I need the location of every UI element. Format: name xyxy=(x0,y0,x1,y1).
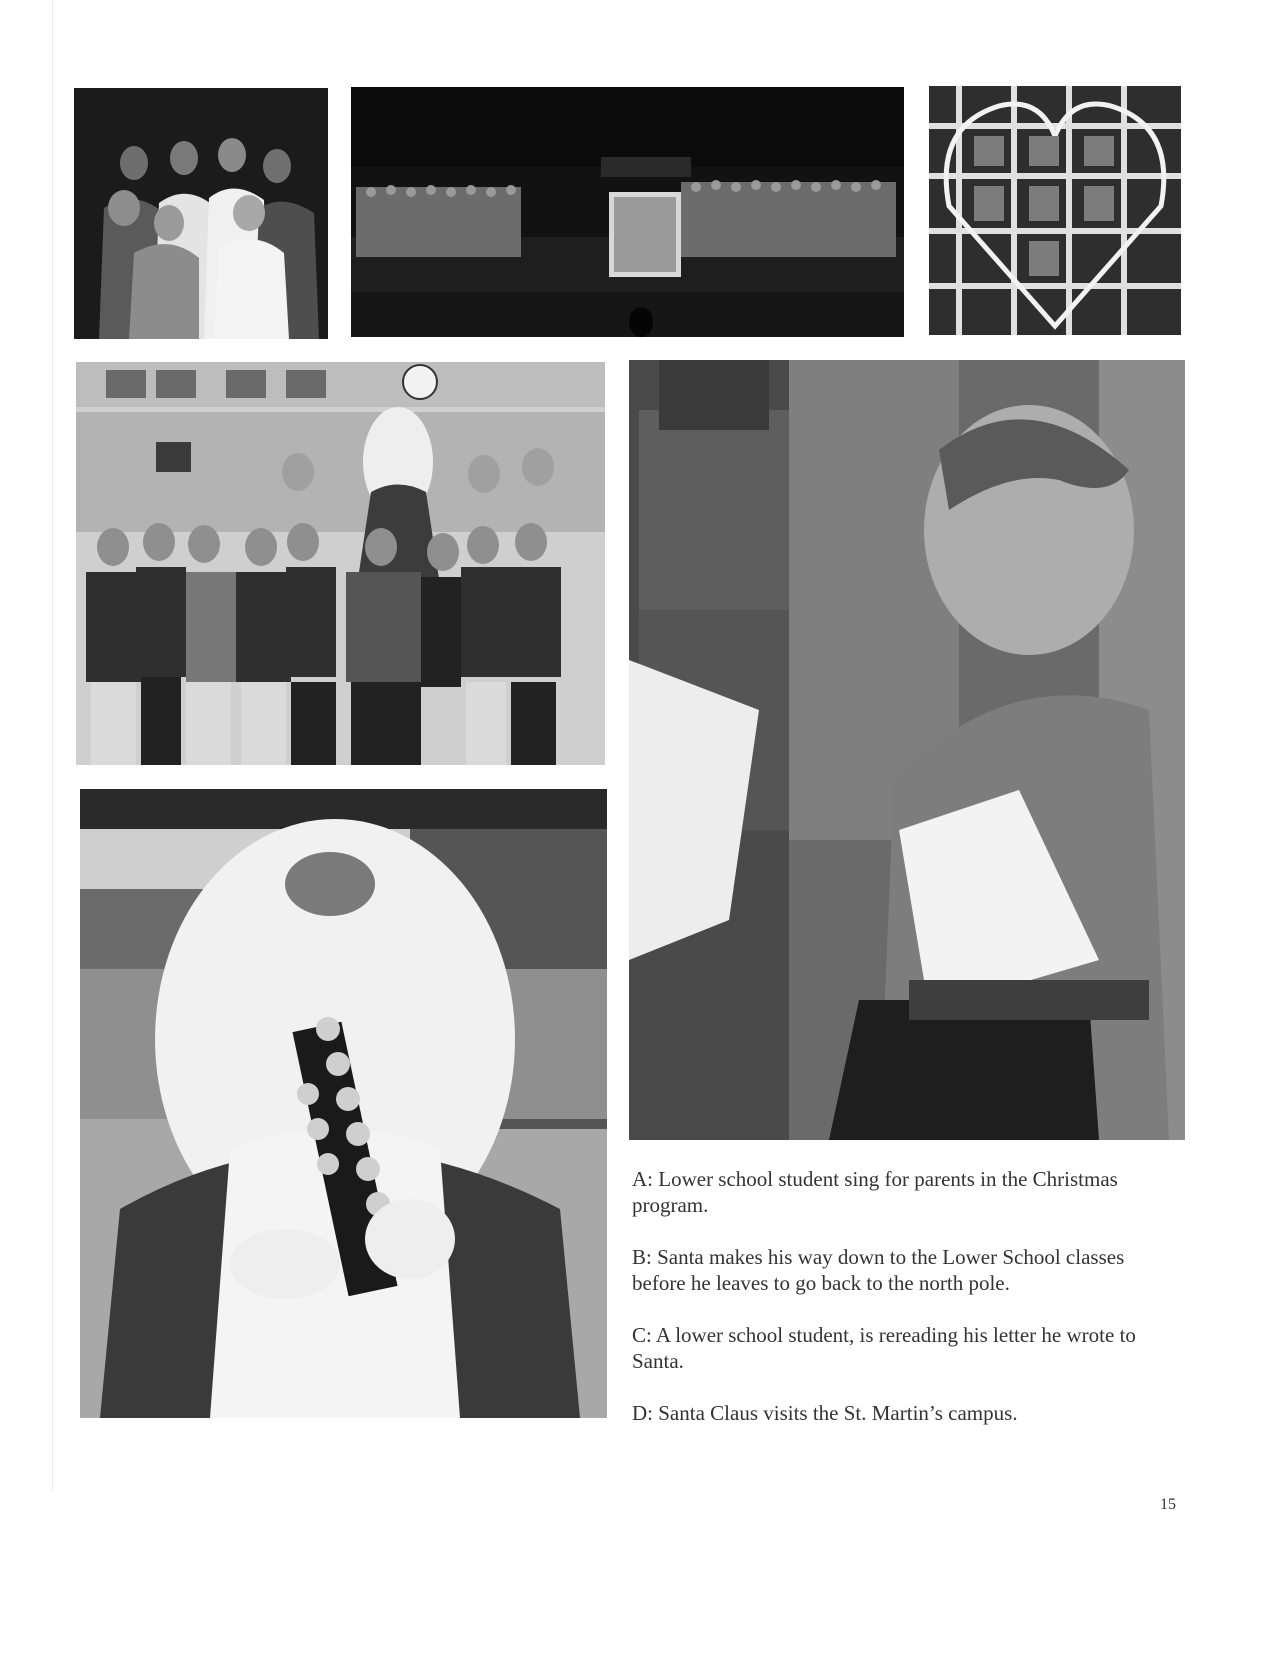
caption-b: B: Santa makes his way down to the Lower School classes before he leaves to go back to the north pole. xyxy=(632,1245,1125,1295)
photo-heart-quilt xyxy=(929,86,1181,335)
caption-a: A: Lower school student sing for parents in the Christmas program. xyxy=(632,1167,1118,1217)
caption-block xyxy=(632,1166,1172,1452)
page-number: 15 xyxy=(1160,1496,1176,1513)
caption-c: C: A lower school student, is rereading his letter he wrote to Santa. xyxy=(632,1323,1136,1373)
photo-students xyxy=(74,88,328,339)
page-edge-line xyxy=(52,0,53,1490)
photo-classroom-santa xyxy=(76,362,605,765)
photo-boy-reading-letter xyxy=(629,360,1185,1140)
photo-stage-choir xyxy=(351,87,904,337)
caption-d: D: Santa Claus visits the St. Martin’s campus. xyxy=(632,1401,1018,1425)
photo-santa-bells xyxy=(80,789,607,1418)
